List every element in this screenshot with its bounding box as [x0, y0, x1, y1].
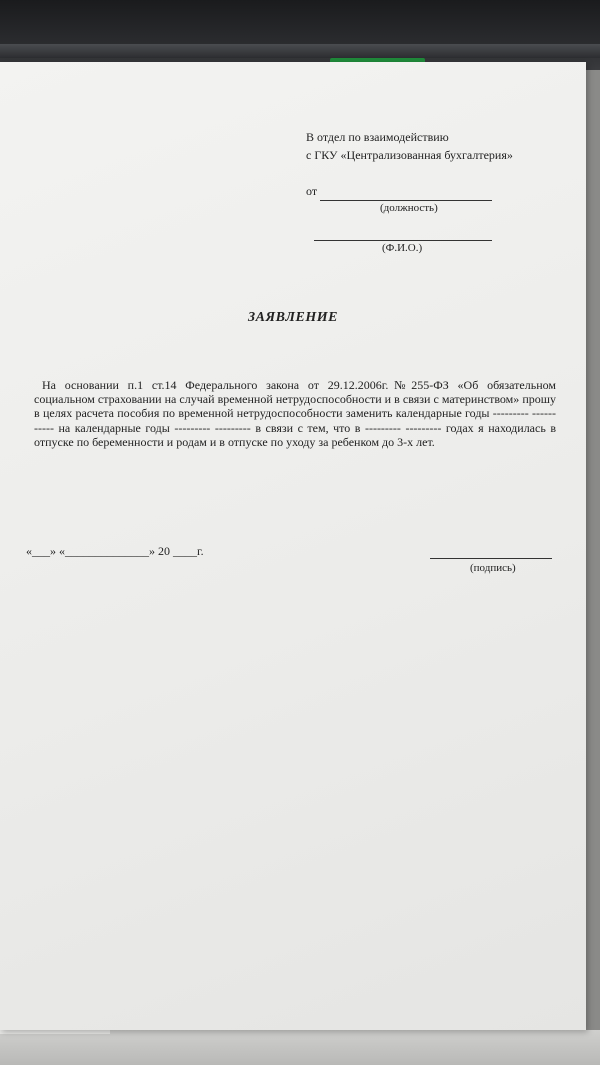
from-label: от [306, 184, 318, 198]
recipient-line-1: В отдел по взаимодействию [306, 130, 449, 144]
date-line: «___» «______________» 20 ____г. [26, 544, 204, 558]
desk-surface [0, 1030, 600, 1065]
fio-caption: (Ф.И.О.) [382, 242, 423, 254]
signature-caption: (подпись) [470, 562, 516, 574]
laptop-lip [0, 44, 600, 58]
recipient-line-2: с ГКУ «Централизованная бухгалтерия» [306, 148, 513, 162]
body-paragraph: На основании п.1 ст.14 Федерального закона от 29.12.2006г.№255-ФЗ «Об обязательном социальном страховании на случай временной нетрудоспособности и в связи с материнством» прошу в целях расчета пособия по временной нетрудоспособности заменить календарные годы --------- ----------- на календарные годы --------- --------- в связи с тем, что в --------- --------- годах я находилась в отпуске по беременности и родам и в отпуске по уходу за ребенком до 3-х лет. [34, 378, 556, 449]
position-blank-line [320, 186, 492, 201]
document-title: ЗАЯВЛЕНИЕ [247, 310, 338, 325]
position-caption: (должность) [380, 202, 438, 214]
fio-blank-line [314, 228, 492, 241]
document-page [0, 62, 586, 1030]
signature-blank-line [430, 546, 552, 559]
laptop-edge [0, 0, 600, 70]
